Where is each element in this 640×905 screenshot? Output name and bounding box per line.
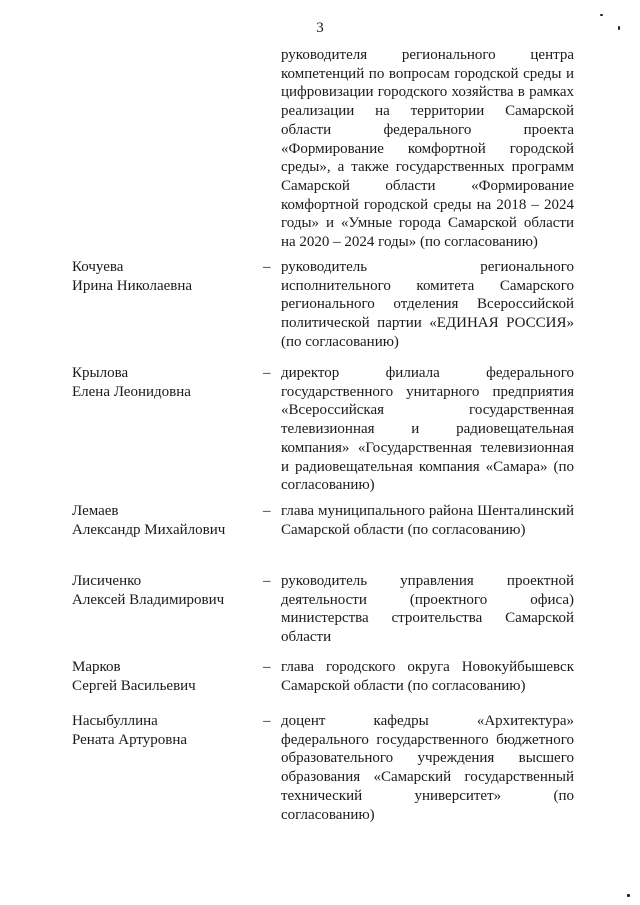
scan-speck xyxy=(600,14,603,16)
scan-speck xyxy=(618,26,620,30)
scan-speck xyxy=(627,894,630,897)
dash-separator: – xyxy=(263,503,271,519)
member-surname: Марков xyxy=(72,659,121,675)
member-surname: Насыбуллина xyxy=(72,713,158,729)
intro-paragraph: руководителя регионального центра компетенций по вопросам городской среды и цифровизации городского хозяйства в рамках реализации на территории Самарской области федерального проекта «Формирование комфортной городской среды», а также государственных программ Самарской области «Формирование комфортной городской среды на 2018 – 2024 годы» и «Умные города Самарской области на 2020 – 2024 годы» (по согласованию) xyxy=(281,47,574,251)
member-given-names: Ирина Николаевна xyxy=(72,278,193,295)
dash-separator: – xyxy=(263,713,271,729)
member-name xyxy=(72,658,262,697)
member-given-names: Алексей Владимирович xyxy=(72,592,225,609)
dash-separator: – xyxy=(263,365,271,381)
member-name xyxy=(72,364,262,403)
member-surname: Лисиченко xyxy=(72,573,142,589)
dash-separator: – xyxy=(263,573,271,589)
member-name xyxy=(72,258,262,297)
member-surname: Кочуева xyxy=(72,259,124,275)
dash-separator: – xyxy=(263,659,271,675)
member-role: глава муниципального района Шенталинский Самарской области (по согласованию) xyxy=(281,503,574,538)
member-given-names: Александр Михайлович xyxy=(72,522,226,539)
member-surname: Крылова xyxy=(72,365,129,381)
member-given-names: Рената Артуровна xyxy=(72,732,188,749)
member-role: глава городского округа Новокуйбышевск Самарской области (по согласованию) xyxy=(281,659,574,694)
member-role: директор филиала федерального государственного унитарного предприятия «Всероссийская государственная телевизионная и радиовещательная компания» «Государственная телевизионная и радиовещательная компания «Самара» (по согласованию) xyxy=(281,365,574,494)
member-given-names: Сергей Васильевич xyxy=(72,678,196,695)
member-name xyxy=(72,712,262,751)
member-role: руководитель управления проектной деятельности (проектного офиса) министерства строительства Самарской области xyxy=(281,573,574,646)
member-role: доцент кафедры «Архитектура» федерального государственного бюджетного образовательного учреждения высшего образования «Самарский государственный технический университет» (по согласованию) xyxy=(281,713,574,823)
dash-separator: – xyxy=(263,259,271,275)
page-number: 3 xyxy=(316,20,324,36)
member-role: руководитель регионального исполнительного комитета Самарского регионального отделения Всероссийской политической партии «ЕДИНАЯ РОССИЯ» (по согласованию) xyxy=(281,259,574,350)
member-given-names: Елена Леонидовна xyxy=(72,384,191,401)
member-name xyxy=(72,572,262,611)
member-name xyxy=(72,502,262,541)
member-surname: Лемаев xyxy=(72,503,119,519)
